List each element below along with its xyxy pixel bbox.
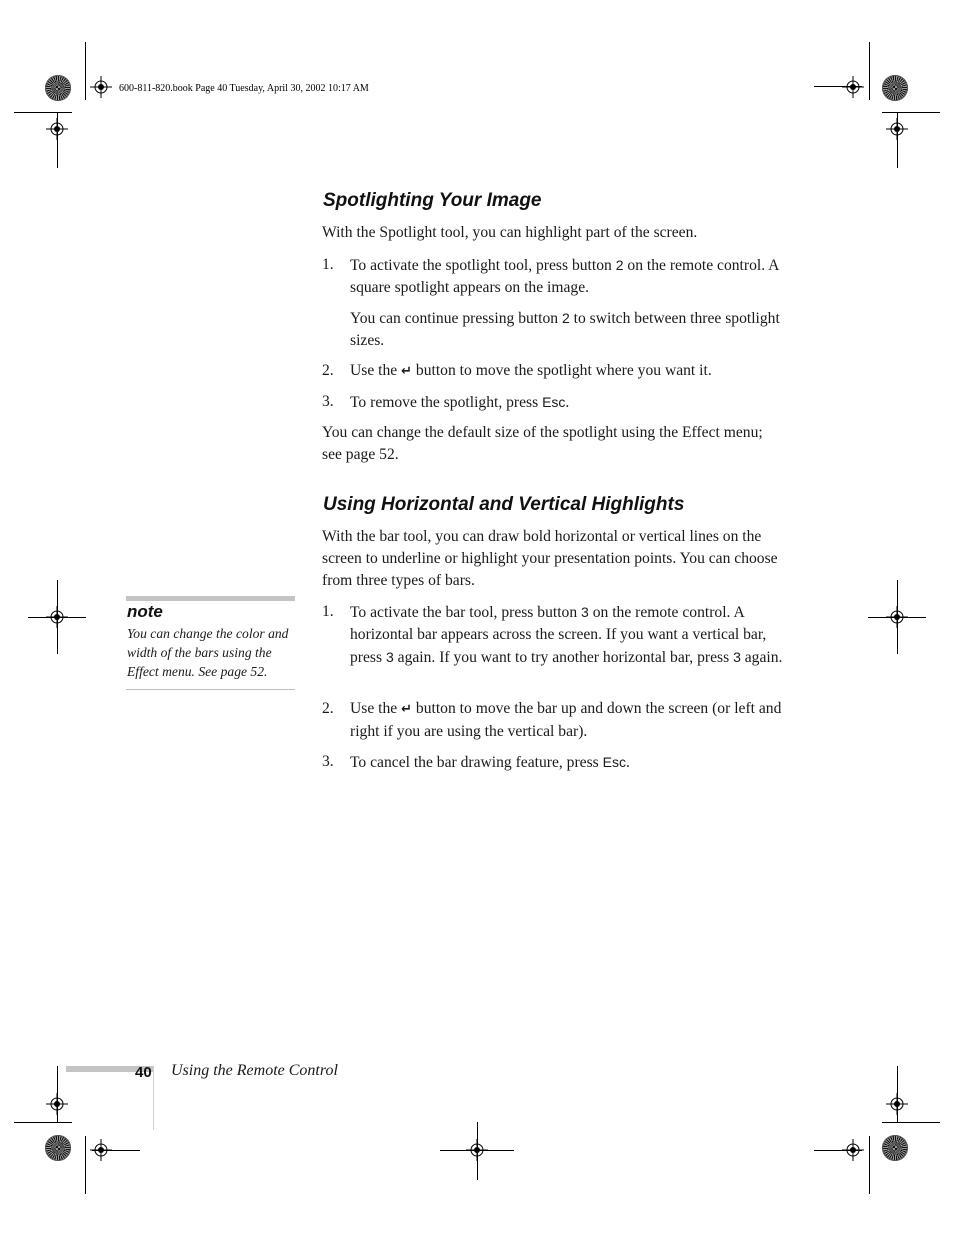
- step-text: Use the ↵ button to move the spotlight where you want it.: [350, 362, 712, 379]
- step-number: 2.: [322, 362, 334, 379]
- crop-mark: [14, 112, 72, 113]
- registration-mark-icon: [886, 118, 908, 140]
- section-heading-spotlight: Spotlighting Your Image: [323, 190, 542, 211]
- registration-mark-icon: [46, 606, 68, 628]
- enter-arrow-icon: ↵: [401, 364, 413, 379]
- section-intro: With the Spotlight tool, you can highlight part of the screen.: [322, 224, 698, 241]
- crop-mark: [14, 1122, 72, 1123]
- color-target-icon: [45, 75, 71, 101]
- step-text: To activate the bar tool, press button 3 on the remote control. A horizontal bar appears across the screen. If you want a vertical bar, press 3 again. If you want to try another horizontal bar, press 3 again.: [350, 604, 783, 666]
- registration-mark-icon: [886, 606, 908, 628]
- button-key: 2: [615, 257, 624, 273]
- registration-mark-icon: [886, 1093, 908, 1115]
- step-text: To cancel the bar drawing feature, press Esc.: [350, 754, 630, 771]
- step-text: To activate the spotlight tool, press button 2 on the remote control. A square spotlight appears on the image.: [350, 257, 779, 296]
- crop-mark: [85, 42, 86, 100]
- button-key: 3: [385, 649, 394, 665]
- color-target-icon: [882, 75, 908, 101]
- button-key: 3: [581, 604, 589, 620]
- registration-mark-icon: [842, 76, 864, 98]
- registration-mark-icon: [842, 1139, 864, 1161]
- note-text: You can change the color and width of the bars using the Effect menu. See page 52.: [127, 626, 289, 679]
- color-target-icon: [45, 1135, 71, 1161]
- crop-mark: [882, 1122, 940, 1123]
- crop-mark: [869, 42, 870, 100]
- button-key: Esc: [542, 394, 566, 410]
- step-number: 1.: [322, 256, 334, 273]
- step-number: 3.: [322, 753, 334, 770]
- step-number: 3.: [322, 393, 334, 410]
- registration-mark-icon: [466, 1139, 488, 1161]
- button-key: Esc: [602, 754, 626, 770]
- section-heading-highlights: Using Horizontal and Vertical Highlights: [323, 494, 685, 515]
- registration-mark-icon: [46, 118, 68, 140]
- step-text: To remove the spotlight, press Esc.: [350, 394, 570, 411]
- step-number: 2.: [322, 700, 334, 717]
- step-number: 1.: [322, 603, 334, 620]
- button-key: 2: [561, 310, 570, 326]
- print-header-stamp: 600-811-820.book Page 40 Tuesday, April 30, 2002 10:17 AM: [119, 83, 369, 94]
- step-text: Use the ↵ button to move the bar up and down the screen (or left and right if you are using the vertical bar).: [350, 700, 782, 740]
- step-subtext: You can continue pressing button 2 to switch between three spotlight sizes.: [350, 310, 780, 349]
- note-bottom-rule: [126, 689, 295, 690]
- crop-mark: [882, 112, 940, 113]
- registration-mark-icon: [90, 76, 112, 98]
- crop-mark: [869, 1136, 870, 1194]
- color-target-icon: [882, 1135, 908, 1161]
- footer-divider: [153, 1066, 154, 1130]
- enter-arrow-icon: ↵: [401, 702, 413, 717]
- page-number: 40: [135, 1064, 152, 1081]
- note-title: note: [127, 602, 163, 621]
- button-key: 3: [733, 649, 741, 665]
- section-outro: You can change the default size of the spotlight using the Effect menu; see page 52.: [322, 424, 763, 463]
- note-top-bar: [126, 596, 295, 601]
- registration-mark-icon: [46, 1093, 68, 1115]
- running-footer-title: Using the Remote Control: [171, 1062, 338, 1079]
- section-intro: With the bar tool, you can draw bold horizontal or vertical lines on the screen to underline or highlight your presentation points. You can choose from three types of bars.: [322, 528, 778, 589]
- crop-mark: [85, 1136, 86, 1194]
- crop-mark: [92, 1150, 140, 1151]
